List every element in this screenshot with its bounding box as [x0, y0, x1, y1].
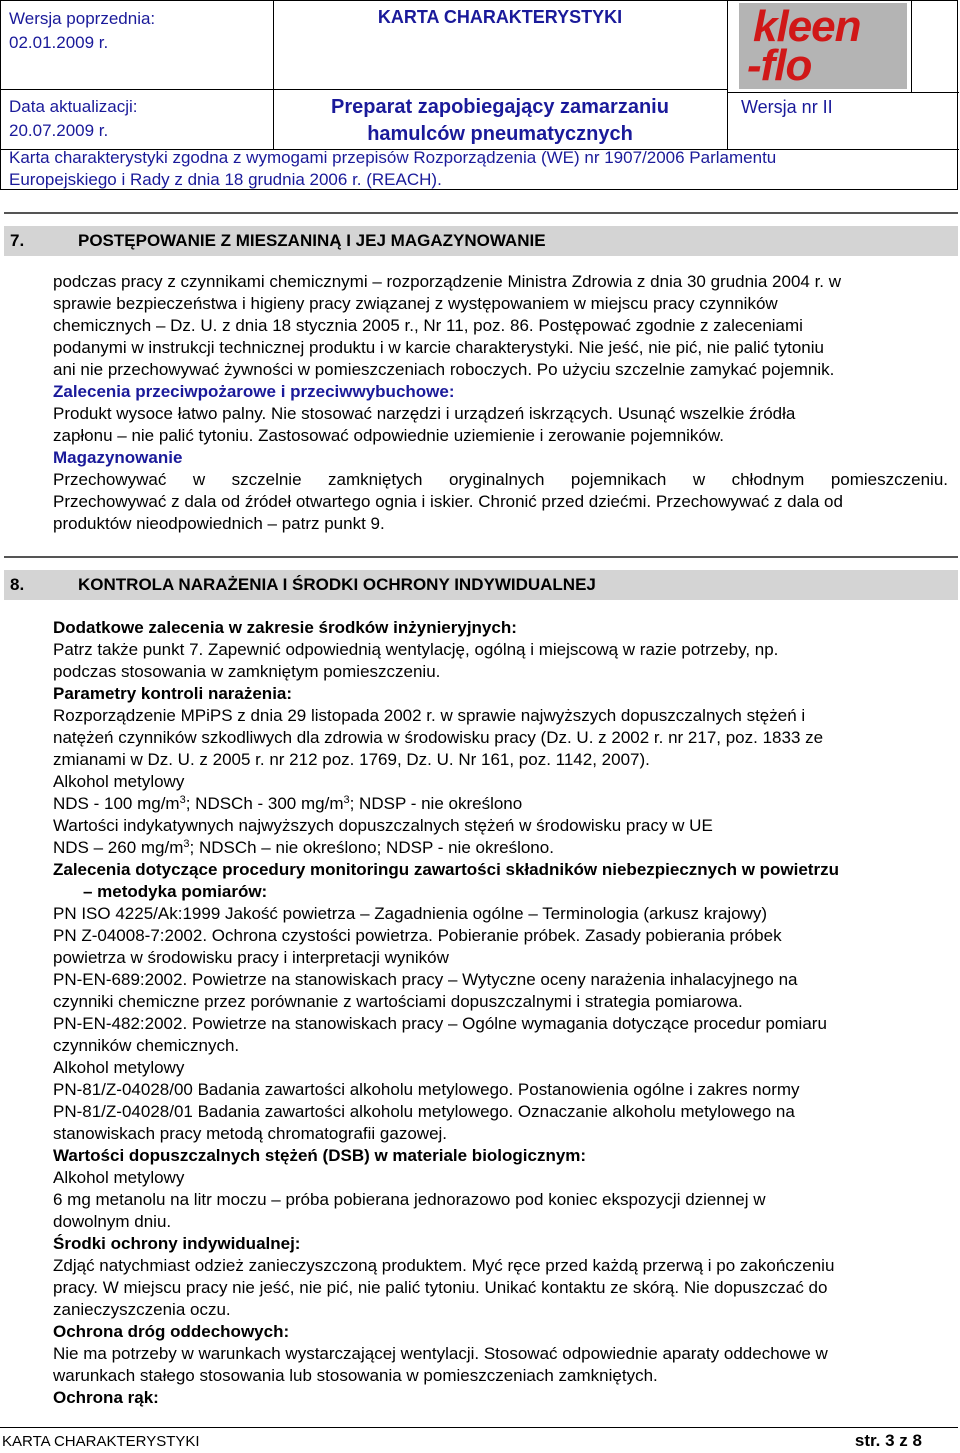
paragraph-line: PN ISO 4225/Ak:1999 Jakość powietrza – Zagadnienia ogólne – Terminologia (arkusz krajowy) — [53, 904, 768, 923]
paragraph-line: sprawie bezpieczeństwa i higieny pracy związanej z występowaniem w miejscu pracy czynników — [53, 294, 778, 313]
previous-version-date: 02.01.2009 r. — [9, 33, 109, 52]
paragraph-line: zapłonu – nie palić tytoniu. Zastosować odpowiednie uziemienie i zerowanie pojemników. — [53, 426, 724, 445]
paragraph-line: pracy. W miejscu pracy nie jeść, nie pić, nie palić tytoniu. Unikać kontaktu ze skórą. Nie dopuszczać do — [53, 1278, 828, 1297]
document-type: KARTA CHARAKTERYSTYKI — [377, 7, 623, 27]
logo-text: kleen — [753, 2, 861, 51]
section-number: 8. — [10, 575, 25, 594]
biological-limits-heading: Wartości dopuszczalnych stężeń (DSB) w materiale biologicznym: — [53, 1146, 587, 1165]
paragraph-line: Nie ma potrzeby w warunkach wystarczającej wentylacji. Stosować odpowiednie aparaty oddechowe w — [53, 1344, 828, 1363]
product-name-line: hamulców pneumatycznych — [367, 123, 633, 145]
update-label: Data aktualizacji: — [9, 97, 138, 116]
paragraph-line: 6 mg metanolu na litr moczu – próba pobierana jednorazowo pod koniec ekspozycji dziennej w — [53, 1190, 766, 1209]
header-divider — [727, 92, 959, 93]
header-divider — [1, 89, 727, 90]
paragraph-line: Przechowywać w szczelnie zamkniętych oryginalnych pojemnikach w chłodnym pomieszczeniu. — [53, 470, 948, 489]
paragraph-line: produktów nieodpowiednich – patrz punkt 9. — [53, 514, 385, 533]
exposure-parameters-heading: Parametry kontroli narażenia: — [53, 684, 293, 703]
paragraph-line: PN-EN-482:2002. Powietrze na stanowiskach pracy – Ogólne wymagania dotyczące procedur pomiaru — [53, 1014, 827, 1033]
paragraph-line: Produkt wysoce łatwo palny. Nie stosować narzędzi i urządzeń iskrzących. Usunąć wszelkie źródła — [53, 404, 796, 423]
ppe-heading: Środki ochrony indywidualnej: — [53, 1234, 301, 1253]
paragraph-line: warunkach stałego stosowania lub stosowania w pomieszczeniach zamkniętych. — [53, 1366, 658, 1385]
compliance-line: Europejskiego i Rady z dnia 18 grudnia 2006 r. (REACH). — [9, 170, 442, 189]
paragraph-line: Patrz także punkt 7. Zapewnić odpowiednią wentylację, ogólną i miejscową w razie potrzeby, np. — [53, 640, 779, 659]
logo-text: -flo — [747, 41, 812, 90]
eu-nds-line — [53, 837, 948, 859]
paragraph-line: podanymi w instrukcji technicznej produktu i w karcie charakterystyki. Nie jeść, nie pić, nie palić tytoniu — [53, 338, 824, 357]
paragraph-line: czynników chemicznych. — [53, 1036, 240, 1055]
product-name-line: Preparat zapobiegający zamarzaniu — [331, 96, 669, 118]
section-8-body — [53, 617, 948, 1409]
update-date: 20.07.2009 r. — [9, 121, 109, 140]
paragraph-line: powietrza w środowisku pracy i interpretacji wyników — [53, 948, 449, 967]
paragraph-line: chemicznych – Dz. U. z dnia 18 stycznia 2005 r., Nr 11, poz. 86. Postępować zgodnie z zaleceniami — [53, 316, 803, 335]
section-8-header — [4, 570, 958, 600]
section-7-body — [53, 271, 948, 535]
paragraph-line: Alkohol metylowy — [53, 1168, 185, 1187]
footer-document-type: KARTA CHARAKTERYSTYKI — [2, 1433, 200, 1450]
respiratory-protection-heading: Ochrona dróg oddechowych: — [53, 1322, 290, 1341]
section-title: POSTĘPOWANIE Z MIESZANINĄ I JEJ MAGAZYNOWANIE — [78, 231, 546, 250]
paragraph-line: PN-81/Z-04028/00 Badania zawartości alkoholu metylowego. Postanowienia ogólne i zakres normy — [53, 1080, 800, 1099]
paragraph-line: stanowiskach pracy metodą chromatografii gazowej. — [53, 1124, 448, 1143]
paragraph-line: Rozporządzenie MPiPS z dnia 29 listopada 2002 r. w sprawie najwyższych dopuszczalnych stężeń i — [53, 706, 806, 725]
fire-safety-heading: Zalecenia przeciwpożarowe i przeciwwybuchowe: — [53, 382, 455, 401]
superscript: 3 — [343, 794, 350, 806]
nds-line — [53, 793, 948, 815]
section-rule — [4, 556, 958, 558]
monitoring-heading: – metodyka pomiarów: — [83, 882, 268, 901]
header-divider — [911, 1, 912, 92]
document-header — [0, 0, 958, 190]
paragraph-line: dowolnym dniu. — [53, 1212, 172, 1231]
paragraph-line: ani nie przechowywać żywności w pomieszczeniach roboczych. Po użyciu szczelnie zamykać pojemnik. — [53, 360, 835, 379]
paragraph-line: Alkohol metylowy — [53, 772, 185, 791]
footer-rule — [0, 1427, 958, 1428]
product-name — [273, 94, 727, 148]
previous-version-label: Wersja poprzednia: — [9, 9, 156, 28]
compliance-line: Karta charakterystyki zgodna z wymogami przepisów Rozporządzenia (WE) nr 1907/2006 Parlamentu — [9, 148, 777, 167]
paragraph-line: czynniki chemiczne przez porównanie z wartościami dopuszczalnymi i strategia pomiarowa. — [53, 992, 743, 1011]
update-date-cell — [9, 95, 138, 143]
paragraph-line: PN Z-04008-7:2002. Ochrona czystości powietrza. Pobieranie próbek. Zasady pobierania próbek — [53, 926, 782, 945]
paragraph-line: podczas stosowania w zamkniętym pomieszczeniu. — [53, 662, 441, 681]
nds-value: NDS - 100 mg/m — [53, 794, 180, 813]
section-7-header — [4, 226, 958, 256]
eu-rest-value: ; NDSCh – nie określono; NDSP - nie określono. — [189, 838, 554, 857]
section-title: KONTROLA NARAŻENIA I ŚRODKI OCHRONY INDYWIDUALNEJ — [78, 575, 596, 594]
previous-version-cell — [9, 7, 155, 55]
monitoring-heading: Zalecenia dotyczące procedury monitoringu zawartości składników niebezpiecznych w powietrzu — [53, 860, 839, 879]
section-number: 7. — [10, 231, 25, 250]
paragraph-line: zanieczyszczenia oczu. — [53, 1300, 231, 1319]
ndsp-value: ; NDSP - nie określono — [349, 794, 523, 813]
ndsch-value: ; NDSCh - 300 mg/m — [185, 794, 344, 813]
paragraph-line: Zdjąć natychmiast odzież zanieczyszczoną produktem. Myć ręce przed każdą przerwą i po zakończeniu — [53, 1256, 835, 1275]
paragraph-line: Przechowywać z dala od źródeł otwartego ognia i iskier. Chronić przed dziećmi. Przechowywać z dala od — [53, 492, 843, 511]
hand-protection-heading: Ochrona rąk: — [53, 1388, 159, 1407]
superscript: 3 — [179, 794, 186, 806]
eu-nds-value: NDS – 260 mg/m — [53, 838, 184, 857]
paragraph-line: Wartości indykatywnych najwyższych dopuszczalnych stężeń w środowisku pracy w UE — [53, 816, 713, 835]
paragraph-line: zmianami w Dz. U. z 2005 r. nr 212 poz. 1769, Dz. U. Nr 161, poz. 1142, 2007). — [53, 750, 650, 769]
paragraph-line: Alkohol metylowy — [53, 1058, 185, 1077]
kleen-flo-logo — [739, 3, 907, 89]
paragraph-line: natężeń czynników szkodliwych dla zdrowia w środowisku pracy (Dz. U. z 2002 r. nr 217, poz. 1833 ze — [53, 728, 824, 747]
paragraph-line: PN-EN-689:2002. Powietrze na stanowiskach pracy – Wytyczne oceny narażenia inhalacyjnego na — [53, 970, 798, 989]
header-divider — [727, 1, 728, 149]
storage-heading: Magazynowanie — [53, 448, 183, 467]
superscript: 3 — [183, 838, 190, 850]
paragraph-line: podczas pracy z czynnikami chemicznymi – rozporządzenie Ministra Zdrowia z dnia 30 grudnia 2004 r. w — [53, 272, 842, 291]
paragraph-line: PN-81/Z-04028/01 Badania zawartości alkoholu metylowego. Oznaczanie alkoholu metylowego na — [53, 1102, 795, 1121]
engineering-heading: Dodatkowe zalecenia w zakresie środków inżynieryjnych: — [53, 618, 517, 637]
section-rule — [4, 212, 958, 214]
compliance-note — [9, 147, 776, 191]
version-number: Wersja nr II — [741, 97, 833, 117]
page-number: str. 3 z 8 — [854, 1431, 922, 1450]
